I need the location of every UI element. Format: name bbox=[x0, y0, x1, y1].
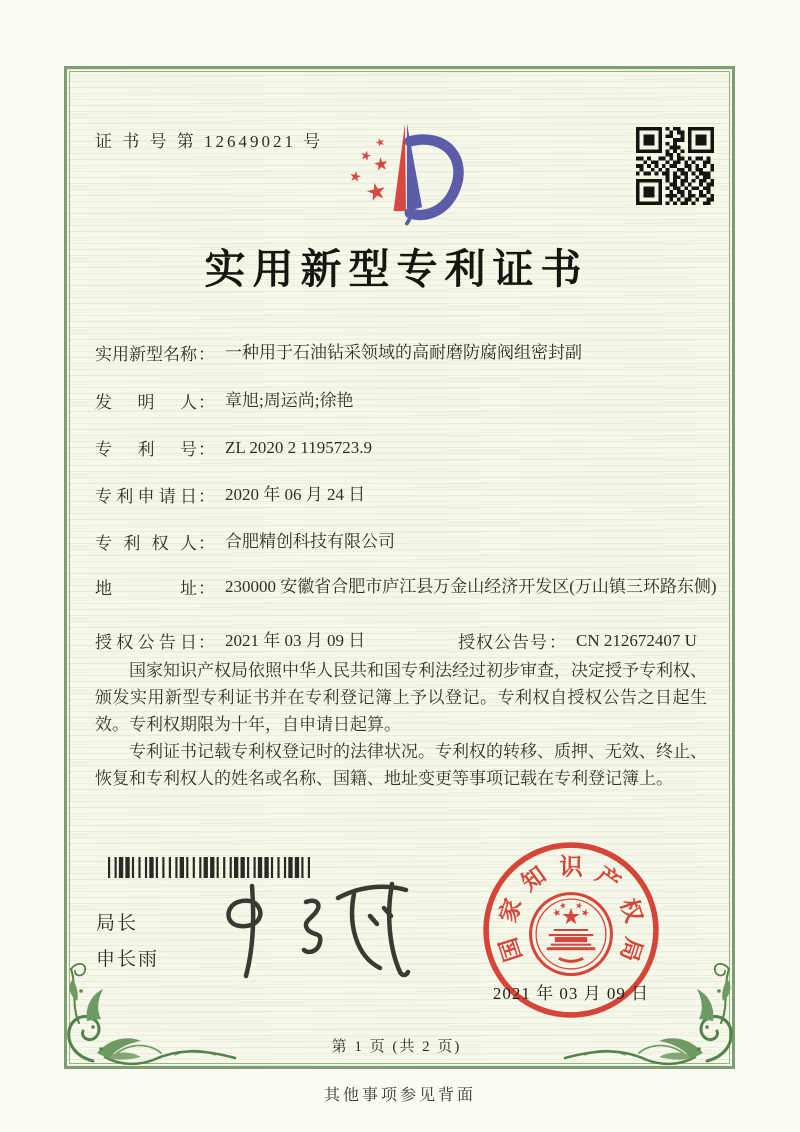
field-label: 授权公告日 bbox=[95, 633, 197, 652]
field-address: 地址 ： 230000 安徽省合肥市庐江县万金山经济开发区(万山镇三环路东侧) bbox=[95, 574, 717, 599]
page-number: 第 1 页 (共 2 页) bbox=[331, 1039, 462, 1055]
legal-paragraph-1: 国家知识产权局依照中华人民共和国专利法经过初步审查，决定授予专利权、颁发实用新型专利证书并在专利登记簿上予以登记。专利权自授权公告之日起生效。专利权期限为十年，自申请日起算。 bbox=[95, 661, 707, 734]
field-utility-model-name: 实用新型名称 ： 一种用于石油钻采领域的高耐磨防腐阀组密封副 bbox=[95, 340, 582, 365]
field-value: CN 212672407 U bbox=[576, 631, 697, 650]
national-emblem-icon bbox=[531, 894, 612, 975]
svg-text:识: 识 bbox=[559, 853, 583, 880]
field-inventor: 发明人 ： 章旭;周运尚;徐艳 bbox=[95, 388, 353, 413]
logo-red-spike bbox=[394, 123, 406, 211]
field-grant-number: 授权公告号 ： CN 212672407 U bbox=[458, 628, 697, 653]
field-grant-date: 授权公告日 ： 2021 年 03 月 09 日 bbox=[95, 628, 365, 653]
svg-text:产: 产 bbox=[591, 861, 626, 896]
svg-text:知: 知 bbox=[516, 861, 551, 896]
signature-icon bbox=[210, 872, 420, 992]
field-value: 230000 安徽省合肥市庐江县万金山经济开发区(万山镇三环路东侧) bbox=[225, 577, 717, 596]
field-value: 章旭;周运尚;徐艳 bbox=[225, 391, 354, 410]
svg-text:国: 国 bbox=[494, 934, 527, 965]
field-label: 授权公告号 bbox=[458, 633, 548, 652]
field-label: 专利权人 bbox=[95, 534, 197, 553]
field-filing-date: 专利申请日 ： 2020 年 06 月 24 日 bbox=[95, 482, 365, 507]
legal-text bbox=[95, 657, 707, 792]
commissioner-title: 局长 bbox=[96, 913, 139, 934]
field-value: 2020 年 06 月 24 日 bbox=[225, 485, 366, 504]
back-note: 其他事项参见背面 bbox=[323, 1087, 476, 1104]
field-value: 2021 年 03 月 09 日 bbox=[225, 631, 366, 650]
commissioner-name: 申长雨 bbox=[96, 949, 160, 970]
qr-code bbox=[636, 127, 714, 205]
field-label: 地址 bbox=[95, 579, 197, 598]
field-patent-number: 专利号 ： ZL 2020 2 1195723.9 bbox=[95, 435, 372, 460]
field-label: 专利号 bbox=[95, 440, 197, 459]
field-patentee: 专利权人 ： 合肥精创科技有限公司 bbox=[95, 529, 395, 554]
certificate-title: 实用新型专利证书 bbox=[204, 246, 589, 292]
seal-date: 2021 年 03 月 09 日 bbox=[492, 984, 650, 1003]
cnipa-logo-icon bbox=[333, 110, 477, 234]
certificate-number: 证 书 号 第 12649021 号 bbox=[95, 132, 324, 151]
field-value: ZL 2020 2 1195723.9 bbox=[225, 438, 373, 457]
field-label: 专利申请日 bbox=[95, 487, 197, 506]
field-label: 发明人 bbox=[95, 393, 197, 412]
field-value: 一种用于石油钻采领域的高耐磨防腐阀组密封副 bbox=[225, 343, 582, 362]
svg-text:权: 权 bbox=[615, 895, 648, 926]
logo-stars bbox=[349, 137, 388, 202]
field-label: 实用新型名称 bbox=[95, 345, 197, 364]
legal-paragraph-2: 专利证书记载专利权登记时的法律状况。专利权的转移、质押、无效、终止、恢复和专利权人的姓名或名称、国籍、地址变更等事项记载在专利登记簿上。 bbox=[95, 742, 707, 788]
field-value: 合肥精创科技有限公司 bbox=[225, 532, 395, 551]
svg-text:局: 局 bbox=[615, 934, 648, 965]
svg-text:家: 家 bbox=[494, 895, 527, 926]
